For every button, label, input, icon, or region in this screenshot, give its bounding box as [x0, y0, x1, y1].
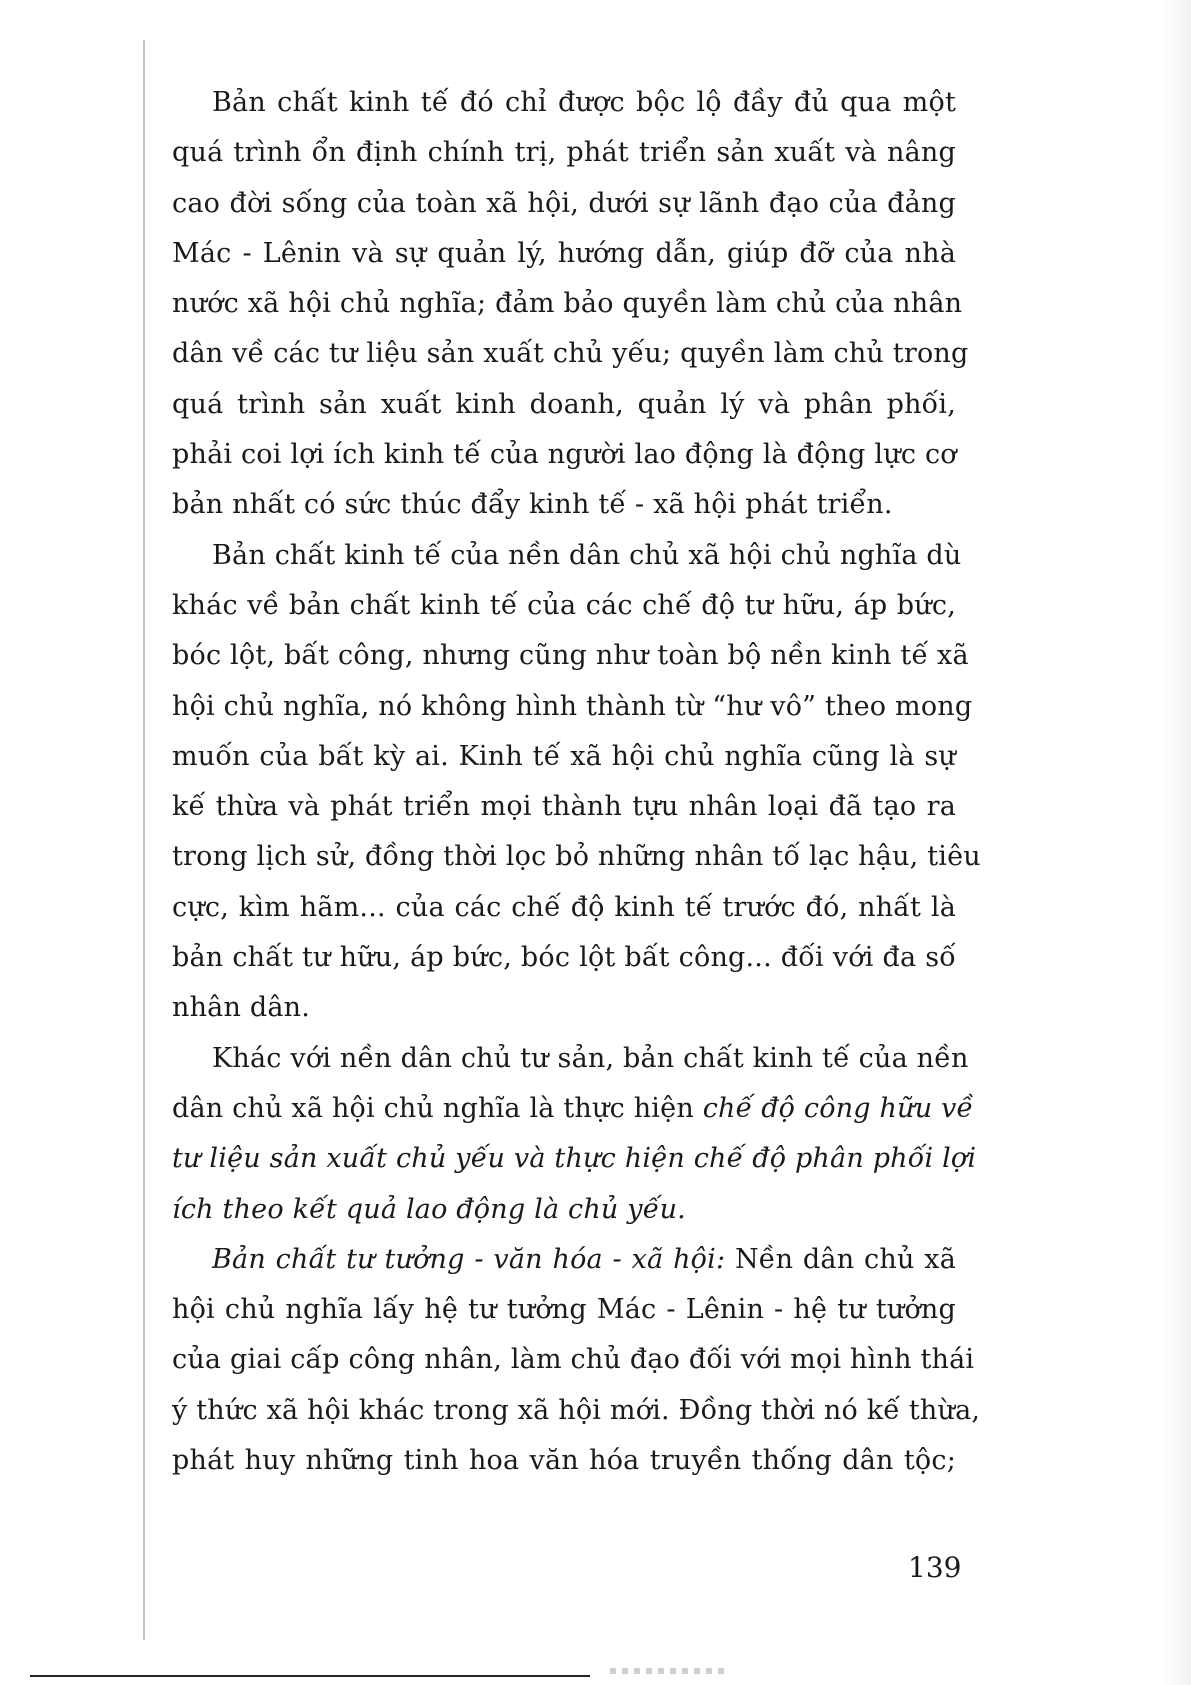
text-line: hội chủ nghĩa, nó không hình thành từ “hư vô” theo mong [172, 690, 973, 722]
text-line: Bản chất kinh tế của nền dân chủ xã hội chủ nghĩa dù [212, 539, 962, 571]
body-text [172, 78, 981, 1486]
text-line: trong lịch sử, đồng thời lọc bỏ những nhân tố lạc hậu, tiêu [172, 841, 981, 873]
text-line: bản nhất có sức thúc đẩy kinh tế - xã hội phát triển. [172, 489, 893, 521]
scan-bottom-specks [610, 1668, 730, 1674]
text-line: cực, kìm hãm... của các chế độ kinh tế trước đó, nhất là [172, 891, 956, 923]
text-line: phát huy những tinh hoa văn hóa truyền thống dân tộc; [172, 1445, 956, 1477]
page-number: 139 [908, 1551, 962, 1584]
text-line-mixed [172, 1084, 974, 1134]
text-line: khác về bản chất kinh tế của các chế độ tư hữu, áp bức, [172, 589, 956, 621]
text-line-italic: ích theo kết quả lao động là chủ yếu. [172, 1193, 686, 1225]
section-lead-italic: Bản chất tư tưởng - văn hóa - xã hội: [212, 1243, 726, 1275]
text-line: bóc lột, bất công, nhưng cũng như toàn bộ nền kinh tế xã [172, 640, 969, 672]
text-line: Khác với nền dân chủ tư sản, bản chất kinh tế của nền [212, 1042, 969, 1074]
text-line: dân về các tư liệu sản xuất chủ yếu; quyền làm chủ trong [172, 338, 969, 370]
text-line: bản chất tư hữu, áp bức, bóc lột bất công... đối với đa số [172, 942, 956, 974]
text-line: cao đời sống của toàn xã hội, dưới sự lãnh đạo của đảng [172, 187, 956, 219]
text-line: Mác - Lênin và sự quản lý, hướng dẫn, giúp đỡ của nhà [172, 237, 956, 269]
text-run: Nền dân chủ xã [725, 1243, 956, 1275]
text-line: nước xã hội chủ nghĩa; đảm bảo quyền làm chủ của nhân [172, 288, 963, 320]
text-line: Bản chất kinh tế đó chỉ được bộc lộ đầy đủ qua một [212, 87, 956, 118]
text-line: quá trình ổn định chính trị, phát triển sản xuất và nâng [172, 137, 956, 169]
text-line: của giai cấp công nhân, làm chủ đạo đối với mọi hình thái [172, 1344, 975, 1376]
text-line: phải coi lợi ích kinh tế của người lao động là động lực cơ [172, 439, 957, 471]
text-line: muốn của bất kỳ ai. Kinh tế xã hội chủ nghĩa cũng là sự [172, 740, 956, 772]
text-run: dân chủ xã hội chủ nghĩa là thực hiện [172, 1092, 703, 1124]
text-line: nhân dân. [172, 992, 310, 1024]
scan-bottom-rule [30, 1675, 590, 1677]
text-line-italic: tư liệu sản xuất chủ yếu và thực hiện chế độ phân phối lợi [172, 1143, 977, 1175]
text-line-mixed [172, 1235, 956, 1285]
text-line: quá trình sản xuất kinh doanh, quản lý và phân phối, [172, 388, 956, 420]
text-line: kế thừa và phát triển mọi thành tựu nhân loại đã tạo ra [172, 791, 956, 823]
text-line: hội chủ nghĩa lấy hệ tư tưởng Mác - Lênin - hệ tư tưởng [172, 1294, 956, 1326]
text-run-italic: chế độ công hữu về [702, 1092, 974, 1124]
binding-gutter-line [143, 40, 145, 1640]
text-line: ý thức xã hội khác trong xã hội mới. Đồng thời nó kế thừa, [172, 1394, 981, 1426]
page-edge-shadow [1161, 0, 1191, 1685]
